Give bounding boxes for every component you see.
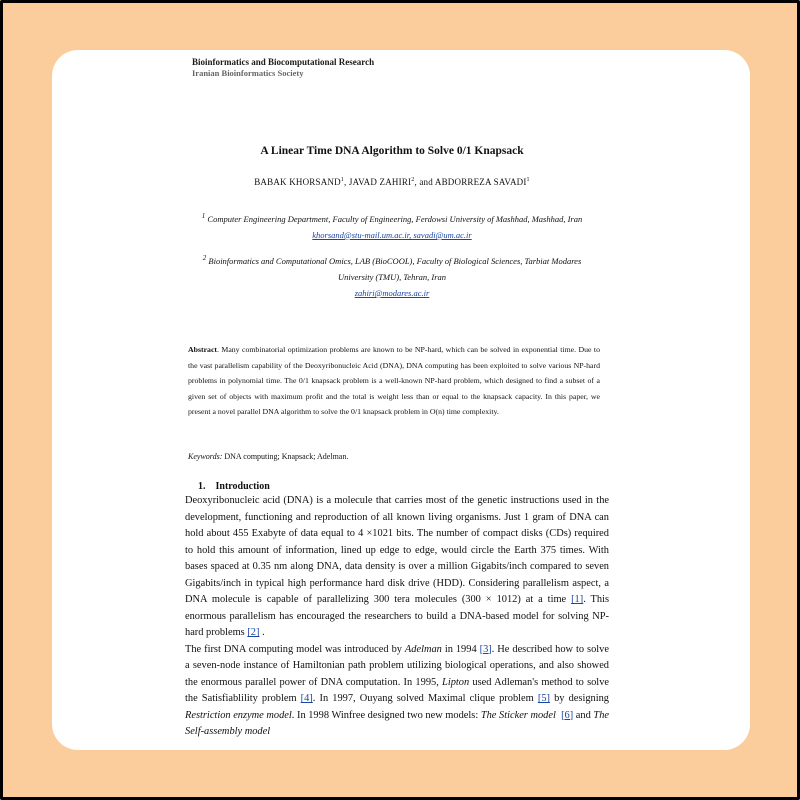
keywords bbox=[188, 452, 348, 461]
paragraph bbox=[185, 642, 609, 741]
body-text: . In 1998 Winfree designed two new models: bbox=[291, 709, 481, 721]
body-text: . This enormous parallelism has encouraged the researchers to build a DNA-based model for solving NP-hard problems bbox=[185, 594, 610, 638]
body-text: The first DNA computing model was introduced by bbox=[185, 643, 405, 655]
emphasis: Restriction enzyme model bbox=[185, 709, 292, 721]
author-sup: 1 bbox=[526, 177, 530, 183]
citation-link[interactable]: [1] bbox=[571, 594, 584, 605]
author-sup: 2 bbox=[411, 177, 415, 183]
affiliation-sup: 1 bbox=[201, 212, 206, 220]
author-name: ABDORREZA SAVADI bbox=[434, 177, 527, 187]
paragraph bbox=[185, 493, 609, 642]
author-sup: 1 bbox=[340, 177, 344, 183]
citation-link[interactable]: [6] bbox=[561, 709, 574, 721]
email-link[interactable]: khorsand@stu-mail.um.ac.ir, savadi@um.ac.ir bbox=[312, 229, 472, 240]
affiliation-text: Computer Engineering Department, Faculty of Engineering, Ferdowsi University of Mashhad, Mashhad, Iran bbox=[207, 213, 583, 224]
email-link[interactable]: zahiri@modares.ac.ir bbox=[354, 287, 430, 298]
introduction-body bbox=[185, 493, 609, 741]
author-and: and bbox=[419, 177, 435, 187]
body-text: in 1994 bbox=[441, 643, 480, 655]
abstract-label: Abstract bbox=[188, 345, 218, 354]
abstract-text: . Many combinatorial optimization problems are known to be NP-hard, which can be solved in exponential time. Due to the vast parallelism capability of the Deoxyribonucleic Acid (DNA), DNA computing has been exploited to solve various NP-hard problems in polynomial time. The 0/1 knapsack problem is a well-known NP-hard problem, which designed to find a subset of a given set of objects with maximum profit and the total is weight less than or equal to the knapsack capacity. In this paper, we present a novel parallel DNA algorithm to solve the 0/1 knapsack problem in O(n) time complexity. bbox=[188, 345, 600, 417]
author-name: JAVAD ZAHIRI bbox=[348, 177, 412, 187]
citation-link[interactable]: [2] bbox=[247, 627, 260, 638]
affiliation-text: Bioinformatics and Computational Omics, LAB (BioCOOL), Faculty of Biological Sciences, Tarbiat Modares bbox=[208, 255, 582, 266]
affiliation-1 bbox=[96, 208, 688, 243]
author-name: BABAK KHORSAND bbox=[254, 177, 341, 187]
emphasis: Lipton bbox=[442, 676, 470, 688]
paper-card bbox=[52, 50, 750, 750]
citation-link[interactable]: [5] bbox=[537, 693, 550, 704]
emphasis: Adelman bbox=[404, 643, 442, 655]
abstract bbox=[188, 342, 600, 420]
body-text: and bbox=[573, 709, 594, 721]
section-heading: 1. Introduction bbox=[198, 481, 270, 492]
affiliation-line bbox=[96, 250, 688, 269]
author-sep: , bbox=[414, 177, 420, 187]
body-text: . bbox=[259, 627, 265, 638]
citation-link[interactable]: [4] bbox=[300, 693, 313, 704]
emphasis: The Self-assembly model bbox=[185, 709, 610, 737]
journal-name: Bioinformatics and Biocomputational Research bbox=[192, 57, 375, 67]
citation-link[interactable]: [3] bbox=[479, 643, 492, 655]
affiliation-line bbox=[96, 208, 688, 227]
body-text: . In 1997, Ouyang solved Maximal clique problem bbox=[312, 693, 538, 704]
society-name: Iranian Bioinformatics Society bbox=[192, 68, 304, 78]
paper-title: A Linear Time DNA Algorithm to Solve 0/1 Knapsack bbox=[260, 145, 524, 157]
affiliation-2 bbox=[96, 250, 688, 301]
keywords-label: Keywords: bbox=[188, 452, 223, 461]
paper-page bbox=[96, 50, 750, 750]
body-text: by designing bbox=[549, 693, 610, 704]
body-text: used Adleman's method to solve the Satisfiablility problem bbox=[185, 676, 609, 704]
author-list bbox=[96, 177, 688, 187]
body-text: . He described how to solve a seven-node instance of Hamiltonian path problem utilizing biological operations, and also showed the enormous parallel power of DNA computation. In 1995, bbox=[185, 643, 609, 688]
affiliation-sup: 2 bbox=[202, 254, 207, 262]
affiliation-line: University (TMU), Tehran, Iran bbox=[337, 271, 447, 282]
emphasis: The Sticker model bbox=[480, 709, 556, 721]
author-sep: , bbox=[344, 177, 349, 187]
keywords-text: DNA computing; Knapsack; Adelman. bbox=[222, 452, 349, 461]
body-text: Deoxyribonucleic acid (DNA) is a molecule that carries most of the genetic instructions used in the development, functioning and reproduction of all known living organisms. Just 1 gram of DNA can hold about 455 Exabyte of data equal to 4 ×1021 bits. The number of compact disks (CDs) required to hold this amount of information, lined up edge to edge, would circle the Earth 375 times. With bases spaced at 0.35 nm along DNA, data density is over a million Gigabits/inch compared to seven Gigabits/inch in typical high performance hard disk drive (HDD). Considering parallelism aspect, a DNA molecule is capable of parallelizing 300 tera molecules (300 × 1012) at a time bbox=[185, 495, 609, 605]
